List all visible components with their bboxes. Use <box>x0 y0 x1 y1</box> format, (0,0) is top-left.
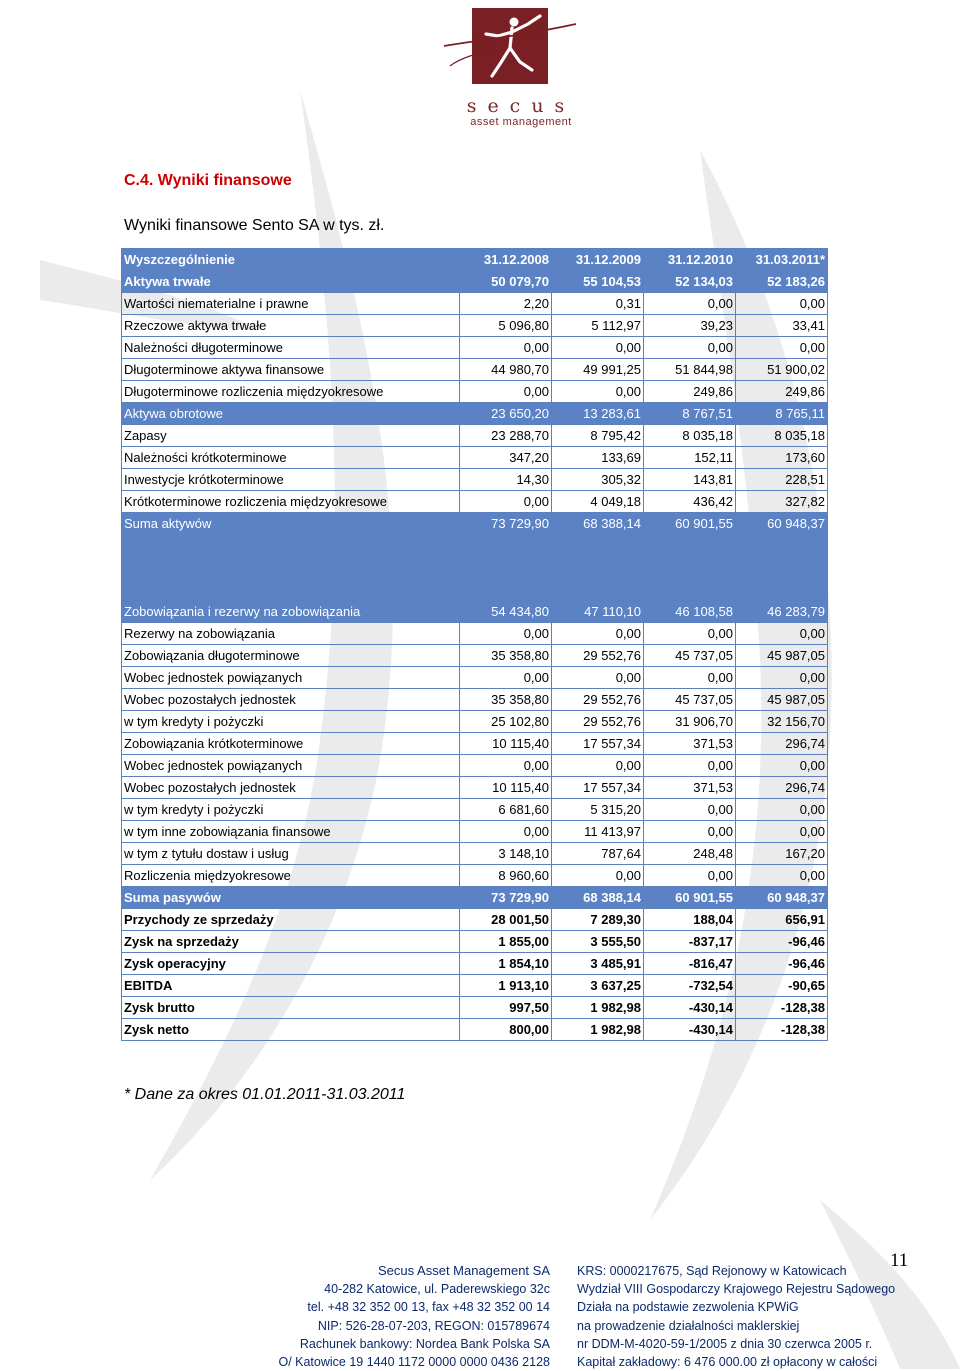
footer-line: NIP: 526-28-07-203, REGON: 015789674 <box>317 1318 550 1333</box>
footer-registry-info <box>577 1262 957 1371</box>
value-cell: 436,42 <box>644 491 736 513</box>
page-number: 11 <box>890 1250 909 1271</box>
value-cell <box>736 535 828 557</box>
value-cell: 371,53 <box>644 733 736 755</box>
value-cell: 10 115,40 <box>460 733 552 755</box>
row-label-cell: Rzeczowe aktywa trwałe <box>122 315 460 337</box>
value-cell: 0,00 <box>736 865 828 887</box>
table-row <box>122 1019 828 1041</box>
value-cell: 997,50 <box>460 997 552 1019</box>
table-row <box>122 337 828 359</box>
value-cell: 787,64 <box>552 843 644 865</box>
row-label-cell: Zysk operacyjny <box>122 953 460 975</box>
value-cell: 52 134,03 <box>644 271 736 293</box>
value-cell: 305,32 <box>552 469 644 491</box>
value-cell: 5 315,20 <box>552 799 644 821</box>
value-cell: 51 844,98 <box>644 359 736 381</box>
table-row <box>122 645 828 667</box>
financial-results-table <box>121 248 828 1041</box>
value-cell: 25 102,80 <box>460 711 552 733</box>
logo-word: secus <box>466 95 576 117</box>
table-row <box>122 447 828 469</box>
value-cell: 1 982,98 <box>552 1019 644 1041</box>
value-cell: 0,00 <box>460 821 552 843</box>
value-cell: 0,00 <box>644 623 736 645</box>
value-cell: 60 948,37 <box>736 887 828 909</box>
value-cell: 0,00 <box>460 381 552 403</box>
value-cell: 32 156,70 <box>736 711 828 733</box>
table-row <box>122 843 828 865</box>
row-label-cell: Wartości niematerialne i prawne <box>122 293 460 315</box>
footer-line: O/ Katowice 19 1440 1172 0000 0000 0436 2128 <box>278 1355 550 1370</box>
value-cell: 2,20 <box>460 293 552 315</box>
value-cell <box>552 557 644 579</box>
value-cell: 13 283,61 <box>552 403 644 425</box>
table-row <box>122 909 828 931</box>
value-cell: 249,86 <box>644 381 736 403</box>
table-row <box>122 601 828 623</box>
value-cell <box>736 579 828 601</box>
table-row <box>122 821 828 843</box>
value-cell: 3 555,50 <box>552 931 644 953</box>
value-cell: 46 108,58 <box>644 601 736 623</box>
financial-table-body <box>122 249 828 1041</box>
value-cell: 296,74 <box>736 777 828 799</box>
row-label-cell: w tym kredyty i pożyczki <box>122 799 460 821</box>
value-cell: 39,23 <box>644 315 736 337</box>
value-cell: 167,20 <box>736 843 828 865</box>
row-label-cell: Zobowiązania i rezerwy na zobowiązania <box>122 601 460 623</box>
row-label-cell: Aktywa obrotowe <box>122 403 460 425</box>
value-cell: 143,81 <box>644 469 736 491</box>
value-cell: 0,00 <box>736 623 828 645</box>
table-header-row <box>122 249 828 271</box>
header-cell: 31.12.2010 <box>644 249 736 271</box>
value-cell: 0,00 <box>460 623 552 645</box>
value-cell: 1 855,00 <box>460 931 552 953</box>
footer-company-info <box>250 1262 550 1371</box>
table-row <box>122 799 828 821</box>
value-cell: 133,69 <box>552 447 644 469</box>
header-cell: 31.12.2008 <box>460 249 552 271</box>
row-label-cell: Długoterminowe aktywa finansowe <box>122 359 460 381</box>
value-cell: 152,11 <box>644 447 736 469</box>
value-cell: 656,91 <box>736 909 828 931</box>
footer-line: na prowadzenie działalności maklerskiej <box>577 1318 800 1333</box>
row-label-cell <box>122 557 460 579</box>
value-cell: 0,31 <box>552 293 644 315</box>
value-cell: 68 388,14 <box>552 513 644 535</box>
value-cell <box>460 535 552 557</box>
row-label-cell: Rezerwy na zobowiązania <box>122 623 460 645</box>
value-cell: 188,04 <box>644 909 736 931</box>
row-label-cell: EBITDA <box>122 975 460 997</box>
value-cell: 347,20 <box>460 447 552 469</box>
value-cell: 8 795,42 <box>552 425 644 447</box>
table-row <box>122 777 828 799</box>
row-label-cell: Zapasy <box>122 425 460 447</box>
value-cell: 54 434,80 <box>460 601 552 623</box>
value-cell: 0,00 <box>460 755 552 777</box>
row-label-cell: Zysk netto <box>122 1019 460 1041</box>
table-row <box>122 271 828 293</box>
value-cell: 8 035,18 <box>644 425 736 447</box>
value-cell: -732,54 <box>644 975 736 997</box>
value-cell: 296,74 <box>736 733 828 755</box>
value-cell: 51 900,02 <box>736 359 828 381</box>
value-cell: 10 115,40 <box>460 777 552 799</box>
value-cell <box>552 579 644 601</box>
table-row <box>122 975 828 997</box>
value-cell: 28 001,50 <box>460 909 552 931</box>
value-cell: 371,53 <box>644 777 736 799</box>
value-cell: 0,00 <box>552 381 644 403</box>
table-row <box>122 557 828 579</box>
table-row <box>122 535 828 557</box>
section-title: C.4. Wyniki finansowe <box>124 172 292 189</box>
value-cell: 23 288,70 <box>460 425 552 447</box>
value-cell <box>644 557 736 579</box>
row-label-cell: w tym inne zobowiązania finansowe <box>122 821 460 843</box>
value-cell: 0,00 <box>736 821 828 843</box>
value-cell: 0,00 <box>460 491 552 513</box>
row-label-cell: w tym z tytułu dostaw i usług <box>122 843 460 865</box>
value-cell: 35 358,80 <box>460 645 552 667</box>
footer-line: Wydział VIII Gospodarczy Krajowego Rejestru Sądowego <box>577 1282 896 1297</box>
value-cell: 73 729,90 <box>460 513 552 535</box>
value-cell: -90,65 <box>736 975 828 997</box>
value-cell: 0,00 <box>552 623 644 645</box>
value-cell: 0,00 <box>552 865 644 887</box>
value-cell: 3 637,25 <box>552 975 644 997</box>
value-cell: 33,41 <box>736 315 828 337</box>
row-label-cell: Suma pasywów <box>122 887 460 909</box>
value-cell: 4 049,18 <box>552 491 644 513</box>
value-cell: 47 110,10 <box>552 601 644 623</box>
value-cell: 45 737,05 <box>644 689 736 711</box>
footer-line: Rachunek bankowy: Nordea Bank Polska SA <box>299 1336 550 1351</box>
value-cell: 35 358,80 <box>460 689 552 711</box>
value-cell: 5 096,80 <box>460 315 552 337</box>
table-row <box>122 579 828 601</box>
value-cell: 44 980,70 <box>460 359 552 381</box>
value-cell: 46 283,79 <box>736 601 828 623</box>
value-cell: -816,47 <box>644 953 736 975</box>
row-label-cell: Wobec pozostałych jednostek <box>122 689 460 711</box>
value-cell: 0,00 <box>552 755 644 777</box>
footnote: * Dane za okres 01.01.2011-31.03.2011 <box>124 1086 406 1103</box>
row-label-cell: Aktywa trwałe <box>122 271 460 293</box>
table-row <box>122 733 828 755</box>
value-cell: 8 035,18 <box>736 425 828 447</box>
value-cell: 0,00 <box>736 337 828 359</box>
value-cell: 7 289,30 <box>552 909 644 931</box>
table-row <box>122 755 828 777</box>
value-cell: 0,00 <box>552 337 644 359</box>
table-row <box>122 887 828 909</box>
value-cell: 68 388,14 <box>552 887 644 909</box>
row-label-cell: Rozliczenia międzyokresowe <box>122 865 460 887</box>
row-label-cell: w tym kredyty i pożyczki <box>122 711 460 733</box>
value-cell: 45 737,05 <box>644 645 736 667</box>
value-cell: 11 413,97 <box>552 821 644 843</box>
row-label-cell: Należności krótkoterminowe <box>122 447 460 469</box>
value-cell: 0,00 <box>644 667 736 689</box>
table-row <box>122 491 828 513</box>
value-cell: 60 901,55 <box>644 513 736 535</box>
row-label-cell: Należności długoterminowe <box>122 337 460 359</box>
value-cell: 49 991,25 <box>552 359 644 381</box>
value-cell: -96,46 <box>736 931 828 953</box>
value-cell: 8 767,51 <box>644 403 736 425</box>
value-cell: 45 987,05 <box>736 645 828 667</box>
logo-text <box>466 96 576 128</box>
footer-line: KRS: 0000217675, Sąd Rejonowy w Katowicach <box>577 1264 847 1278</box>
value-cell: 248,48 <box>644 843 736 865</box>
value-cell: 45 987,05 <box>736 689 828 711</box>
footer-line: Kapitał zakładowy: 6 476 000.00 zł opłacony w całości <box>577 1355 878 1370</box>
table-row <box>122 403 828 425</box>
value-cell <box>460 579 552 601</box>
value-cell: 0,00 <box>644 755 736 777</box>
table-row <box>122 667 828 689</box>
row-label-cell: Długoterminowe rozliczenia międzyokresowe <box>122 381 460 403</box>
row-label-cell: Wobec jednostek powiązanych <box>122 667 460 689</box>
table-row <box>122 381 828 403</box>
value-cell: 8 960,60 <box>460 865 552 887</box>
footer-line: nr DDM-M-4020-59-1/2005 z dnia 30 czerwca 2005 r. <box>577 1336 873 1351</box>
row-label-cell: Suma aktywów <box>122 513 460 535</box>
value-cell: 5 112,97 <box>552 315 644 337</box>
table-row <box>122 425 828 447</box>
logo-tagline: asset management <box>470 116 572 128</box>
value-cell <box>552 535 644 557</box>
value-cell <box>644 579 736 601</box>
value-cell: -128,38 <box>736 997 828 1019</box>
value-cell: 14,30 <box>460 469 552 491</box>
value-cell: 0,00 <box>460 667 552 689</box>
value-cell: 0,00 <box>644 799 736 821</box>
table-row <box>122 469 828 491</box>
value-cell: 52 183,26 <box>736 271 828 293</box>
table-row <box>122 931 828 953</box>
value-cell: 0,00 <box>736 293 828 315</box>
value-cell: 17 557,34 <box>552 733 644 755</box>
value-cell: -96,46 <box>736 953 828 975</box>
table-row <box>122 513 828 535</box>
row-label-cell: Krótkoterminowe rozliczenia międzyokresowe <box>122 491 460 513</box>
value-cell: 1 982,98 <box>552 997 644 1019</box>
table-row <box>122 711 828 733</box>
value-cell: 31 906,70 <box>644 711 736 733</box>
row-label-cell: Inwestycje krótkoterminowe <box>122 469 460 491</box>
footer-line: Działa na podstawie zezwolenia KPWiG <box>577 1300 799 1315</box>
footer-company-name: Secus Asset Management SA <box>378 1263 550 1278</box>
row-label-cell: Wobec jednostek powiązanych <box>122 755 460 777</box>
value-cell: 0,00 <box>644 337 736 359</box>
value-cell: 228,51 <box>736 469 828 491</box>
footer-line: tel. +48 32 352 00 13, fax +48 32 352 00 14 <box>307 1300 550 1315</box>
value-cell: 23 650,20 <box>460 403 552 425</box>
table-row <box>122 359 828 381</box>
table-row <box>122 315 828 337</box>
value-cell: 0,00 <box>736 667 828 689</box>
value-cell: 173,60 <box>736 447 828 469</box>
value-cell: 0,00 <box>460 337 552 359</box>
value-cell: 17 557,34 <box>552 777 644 799</box>
value-cell: 0,00 <box>736 799 828 821</box>
value-cell: 60 901,55 <box>644 887 736 909</box>
header-cell: 31.03.2011* <box>736 249 828 271</box>
value-cell: 1 913,10 <box>460 975 552 997</box>
document-subtitle: Wyniki finansowe Sento SA w tys. zł. <box>124 217 385 234</box>
row-label-cell <box>122 535 460 557</box>
value-cell: 0,00 <box>736 755 828 777</box>
footer-line: 40-282 Katowice, ul. Paderewskiego 32c <box>324 1282 550 1297</box>
value-cell: 327,82 <box>736 491 828 513</box>
table-row <box>122 953 828 975</box>
value-cell: 29 552,76 <box>552 711 644 733</box>
table-row <box>122 623 828 645</box>
value-cell: 50 079,70 <box>460 271 552 293</box>
table-row <box>122 865 828 887</box>
value-cell: 3 485,91 <box>552 953 644 975</box>
value-cell: 0,00 <box>644 293 736 315</box>
row-label-cell <box>122 579 460 601</box>
value-cell: 55 104,53 <box>552 271 644 293</box>
row-label-cell: Zobowiązania długoterminowe <box>122 645 460 667</box>
value-cell: -128,38 <box>736 1019 828 1041</box>
header-cell: Wyszczególnienie <box>122 249 460 271</box>
value-cell: -430,14 <box>644 1019 736 1041</box>
value-cell: 8 765,11 <box>736 403 828 425</box>
row-label-cell: Zysk brutto <box>122 997 460 1019</box>
value-cell: 0,00 <box>644 865 736 887</box>
header-cell: 31.12.2009 <box>552 249 644 271</box>
row-label-cell: Wobec pozostałych jednostek <box>122 777 460 799</box>
row-label-cell: Przychody ze sprzedaży <box>122 909 460 931</box>
value-cell: -837,17 <box>644 931 736 953</box>
table-row <box>122 689 828 711</box>
value-cell: 29 552,76 <box>552 689 644 711</box>
value-cell: 0,00 <box>552 667 644 689</box>
row-label-cell: Zysk na sprzedaży <box>122 931 460 953</box>
table-row <box>122 997 828 1019</box>
value-cell: 60 948,37 <box>736 513 828 535</box>
value-cell <box>644 535 736 557</box>
row-label-cell: Zobowiązania krótkoterminowe <box>122 733 460 755</box>
table-row <box>122 293 828 315</box>
value-cell: 6 681,60 <box>460 799 552 821</box>
value-cell: 0,00 <box>644 821 736 843</box>
value-cell: 3 148,10 <box>460 843 552 865</box>
value-cell <box>736 557 828 579</box>
value-cell <box>460 557 552 579</box>
value-cell: -430,14 <box>644 997 736 1019</box>
value-cell: 29 552,76 <box>552 645 644 667</box>
value-cell: 800,00 <box>460 1019 552 1041</box>
value-cell: 249,86 <box>736 381 828 403</box>
value-cell: 1 854,10 <box>460 953 552 975</box>
value-cell: 73 729,90 <box>460 887 552 909</box>
